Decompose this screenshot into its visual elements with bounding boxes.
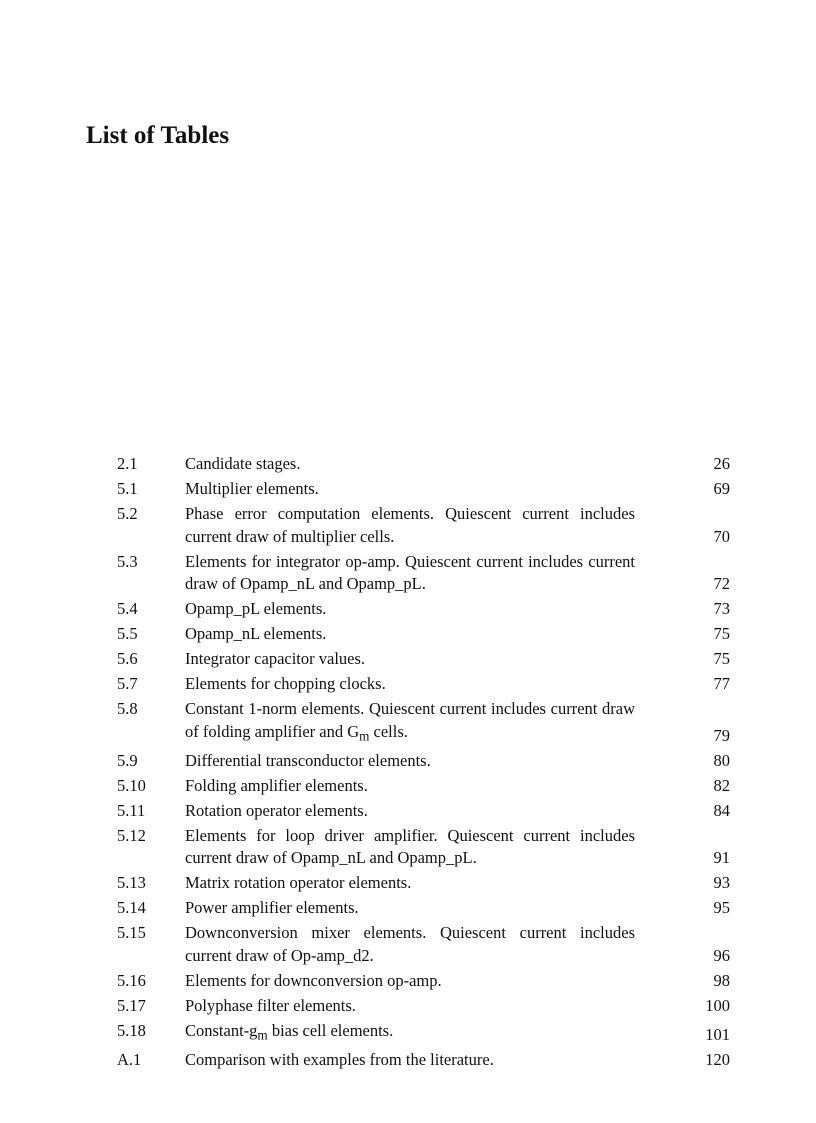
entry-caption: Elements for downconversion op-amp. xyxy=(185,970,442,990)
entry-number: 5.15 xyxy=(117,923,146,943)
entry-number: 5.17 xyxy=(117,995,146,1015)
entry-number: 5.9 xyxy=(117,750,138,770)
entry-number: A.1 xyxy=(117,1050,142,1070)
entry-caption: Opamp_pL elements. xyxy=(185,599,327,618)
table-entry xyxy=(100,698,730,747)
entry-caption: Power amplifier elements. xyxy=(185,898,359,918)
entry-number: 5.13 xyxy=(117,873,146,893)
entry-page: 72 xyxy=(713,574,730,593)
entry-caption: Downconversion mixer elements. Quiescent current includes current draw of Op-amp_d2. xyxy=(185,923,635,965)
entry-caption: Multiplier elements. xyxy=(185,479,319,498)
caption-text: Constant-g xyxy=(185,1020,258,1040)
entry-number: 5.8 xyxy=(117,699,138,718)
table-entry xyxy=(100,825,730,870)
table-entry xyxy=(100,1049,730,1072)
entry-number: 5.18 xyxy=(117,1020,146,1040)
entry-caption: Opamp_nL elements. xyxy=(185,624,327,643)
entry-number: 5.16 xyxy=(117,970,146,990)
subscript: m xyxy=(257,1027,268,1043)
caption-text: Constant 1-norm elements. Quiescent current includes current draw of folding amplifier and G xyxy=(185,699,635,741)
entry-caption xyxy=(185,1020,635,1047)
entry-page: 77 xyxy=(713,674,730,693)
table-entry xyxy=(100,1020,730,1047)
table-entry xyxy=(100,623,730,646)
entry-number: 5.4 xyxy=(117,599,138,618)
entry-number: 5.6 xyxy=(117,649,138,668)
entry-number: 5.3 xyxy=(117,551,138,571)
table-entry xyxy=(100,673,730,696)
table-entry xyxy=(100,995,730,1018)
table-entry xyxy=(100,897,730,920)
entry-caption: Elements for integrator op-amp. Quiescent current includes current draw of Opamp_nL and Opamp_pL. xyxy=(185,551,635,593)
entry-page: 73 xyxy=(713,599,730,618)
table-entry xyxy=(100,478,730,501)
entry-caption: Differential transconductor elements. xyxy=(185,750,431,770)
caption-text: cells. xyxy=(369,721,408,741)
table-entry xyxy=(100,551,730,596)
entry-number: 5.14 xyxy=(117,898,146,918)
entry-page: 84 xyxy=(713,800,730,820)
entry-caption: Elements for loop driver amplifier. Quiescent current includes current draw of Opamp_nL and Opamp_pL. xyxy=(185,825,635,868)
subscript: m xyxy=(359,727,370,743)
entry-number: 5.2 xyxy=(117,504,138,523)
table-entry xyxy=(100,800,730,823)
entry-caption: Comparison with examples from the literature. xyxy=(185,1050,494,1070)
entry-page: 75 xyxy=(713,624,730,643)
entry-page: 69 xyxy=(713,479,730,498)
entry-page: 80 xyxy=(713,750,730,770)
entry-caption: Integrator capacitor values. xyxy=(185,649,366,668)
entry-page: 75 xyxy=(713,649,730,668)
entry-page: 96 xyxy=(713,945,730,965)
entry-number: 5.10 xyxy=(117,775,146,795)
entry-page: 98 xyxy=(713,970,730,990)
entry-page: 101 xyxy=(705,1025,730,1045)
table-entry xyxy=(100,648,730,671)
entry-page: 70 xyxy=(713,526,730,546)
entry-number: 5.11 xyxy=(117,800,146,820)
entry-caption: Folding amplifier elements. xyxy=(185,775,368,795)
entry-page: 100 xyxy=(705,995,730,1015)
entry-caption: Polyphase filter elements. xyxy=(185,995,356,1015)
entry-caption: Candidate stages. xyxy=(185,454,301,473)
table-entry xyxy=(100,750,730,773)
entry-number: 5.1 xyxy=(117,479,138,498)
entry-caption: Elements for chopping clocks. xyxy=(185,674,386,693)
caption-text: bias cell elements. xyxy=(267,1020,394,1040)
entry-page: 26 xyxy=(713,454,730,473)
entry-page: 93 xyxy=(713,873,730,893)
entry-page: 79 xyxy=(713,725,730,745)
entry-page: 91 xyxy=(713,848,730,868)
table-entry xyxy=(100,453,730,476)
table-entry xyxy=(100,970,730,993)
entry-number: 5.5 xyxy=(117,624,138,643)
table-entry xyxy=(100,872,730,895)
table-entry xyxy=(100,922,730,967)
entry-number: 2.1 xyxy=(117,454,138,473)
entry-caption: Phase error computation elements. Quiescent current includes current draw of multiplier cells. xyxy=(185,504,635,546)
table-entry xyxy=(100,503,730,548)
entry-number: 5.12 xyxy=(117,825,146,845)
entry-number: 5.7 xyxy=(117,674,138,693)
table-entry xyxy=(100,775,730,798)
entry-caption: Rotation operator elements. xyxy=(185,800,368,820)
entry-page: 82 xyxy=(713,775,730,795)
entry-caption xyxy=(185,698,635,747)
table-entry xyxy=(100,598,730,621)
list-of-tables xyxy=(100,453,730,1074)
entry-page: 95 xyxy=(713,898,730,918)
entry-caption: Matrix rotation operator elements. xyxy=(185,873,412,893)
page-title: List of Tables xyxy=(86,122,230,149)
entry-page: 120 xyxy=(705,1050,730,1070)
